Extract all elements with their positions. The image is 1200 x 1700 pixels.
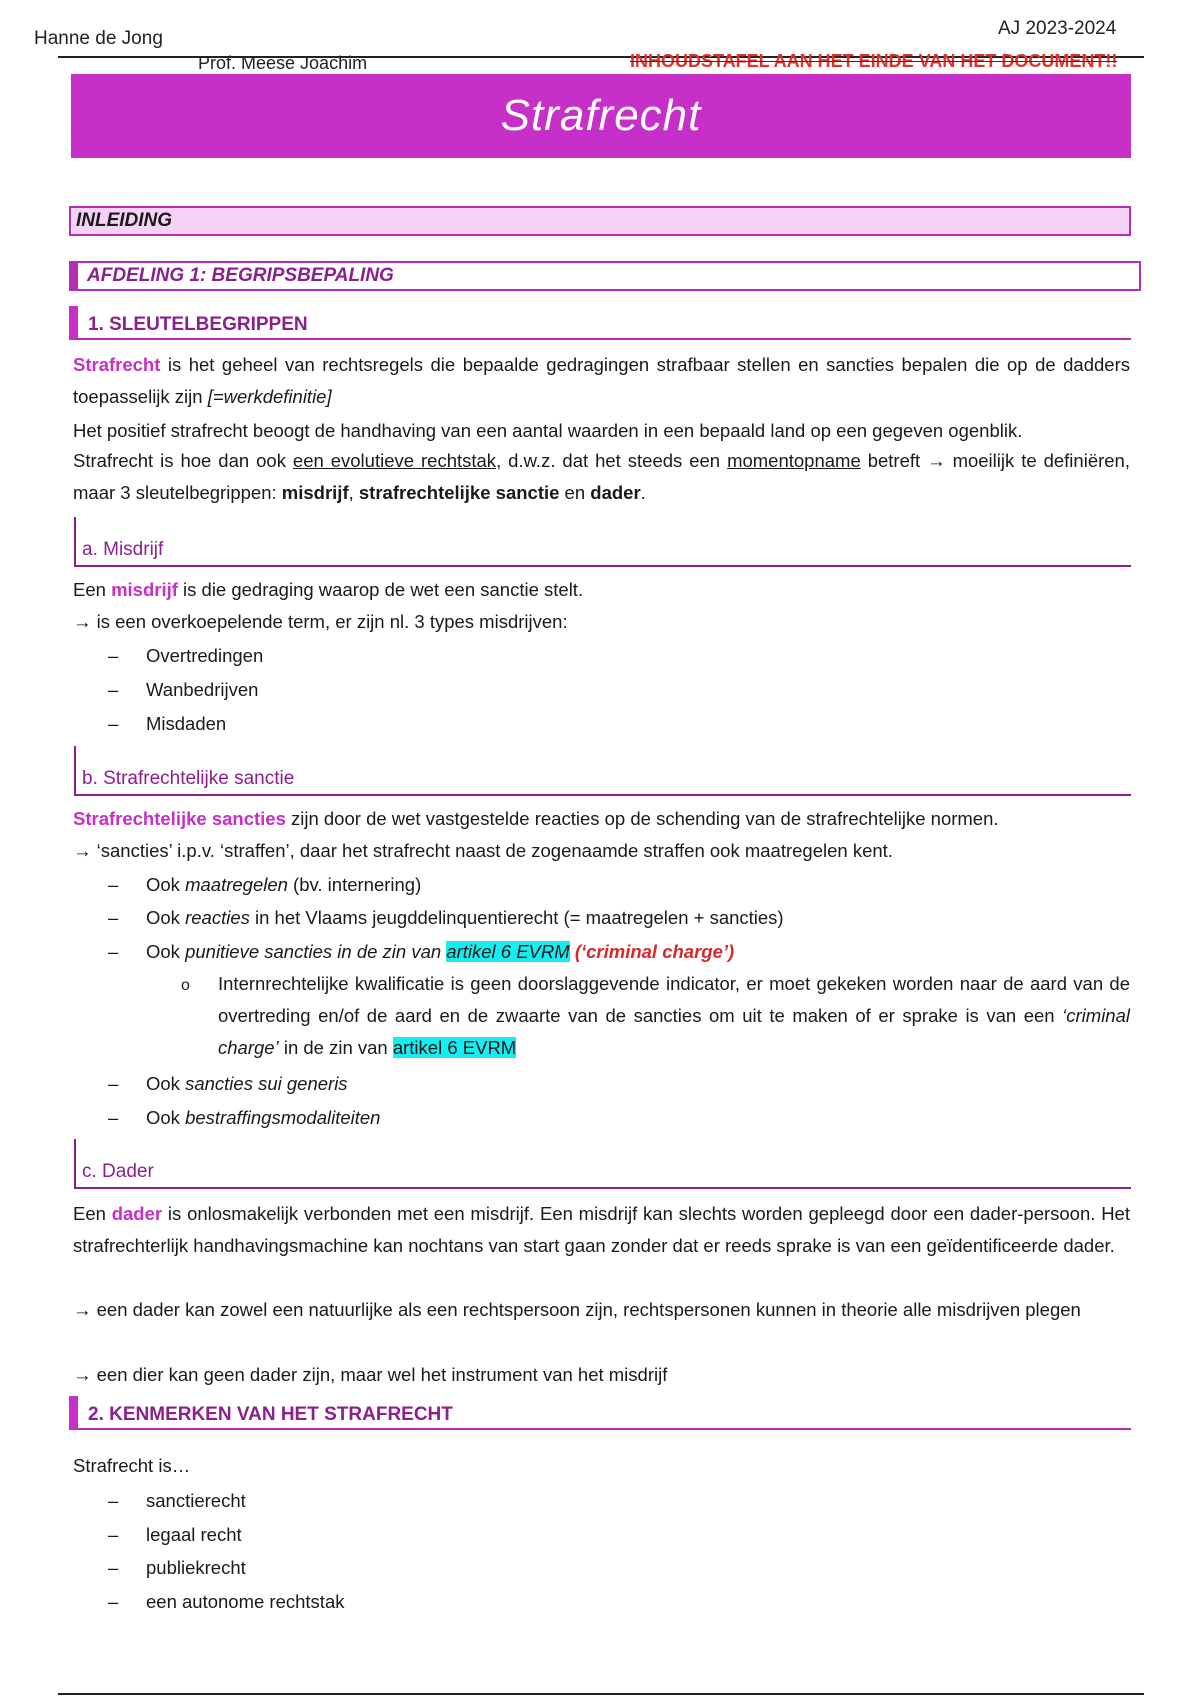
bullet-dash: – [108,907,119,928]
list-item [146,941,734,963]
dader-dier: → een dier kan geen dader zijn, maar wel het instrument van het misdrijf [73,1364,668,1385]
bullet-dash: – [108,941,119,962]
text: in de zin van [278,1037,393,1058]
list-item: een autonome rechtstak [146,1591,345,1612]
dader-rechtspersoon: → een dader kan zowel een natuurlijke als een rechtspersoon zijn, rechtspersonen kunnen in theorie alle misdrijven plegen [73,1299,1081,1320]
text: betreft → moeilijk te definiëren, maar 3 sleutelbegrippen: [73,450,1130,503]
heading-inleiding: INLEIDING [69,206,1131,236]
list-item: Wanbedrijven [146,679,259,700]
footer-rule [58,1693,1144,1695]
heading-sleutelbegrippen: 1. SLEUTELBEGRIPPEN [69,306,1131,340]
kenmerken-intro: Strafrecht is… [73,1455,191,1476]
sub-list-item [218,968,1130,1064]
heading-misdrijf: a. Misdrijf [74,517,1131,567]
list-item [146,907,784,929]
italic-term: maatregelen [185,874,288,895]
text: Ook [146,874,186,895]
text: zijn door de wet vastgestelde reacties op de schending van de strafrechtelijke normen. [285,808,999,829]
criminal-charge: (‘criminal charge’) [574,941,735,962]
bullet-dash: – [108,645,119,666]
document-title: Strafrecht [500,91,702,140]
key-misdrijf: misdrijf [281,482,349,503]
text: , [348,482,359,503]
bullet-dash: – [108,874,119,895]
sanctie-definition [73,808,999,830]
text: Een [73,579,112,600]
bullet-dash: – [108,1591,119,1612]
misdrijf-types-intro: → is een overkoepelende term, er zijn nl. 3 types misdrijven: [73,611,568,632]
underlined-evolutieve: een evolutieve rechtstak [292,450,497,471]
italic-term: reacties [185,907,250,928]
bullet-dash: – [108,1073,119,1094]
paragraph-evolutief [73,445,1130,509]
bullet-dash: – [108,1557,119,1578]
term-strafrecht: Strafrecht [73,354,161,375]
academic-year: AJ 2023-2024 [998,18,1117,39]
list-item: sanctierecht [146,1490,246,1511]
professor-name: Prof. Meese Joachim [198,53,368,73]
term-sancties: Strafrechtelijke sancties [73,808,286,829]
definition-text: is het geheel van rechtsregels die bepaalde gedragingen strafbaar stellen en sancties bepalen die op de dadders toepasselijk zijn [73,354,1130,407]
text: , d.w.z. dat het steeds een [496,450,728,471]
bullet-dash: – [108,1107,119,1128]
bullet-dash: – [108,1490,119,1511]
text: is onlosmakelijk verbonden met een misdrijf. Een misdrijf kan slechts worden gepleegd door een dader-persoon. Het strafrechterlijk handhavingsmachine kan nochtans van start gaan zonder dat er reeds sprake is van een geïdentificeerde dader. [73,1203,1130,1256]
dader-paragraph [73,1198,1130,1262]
list-item [146,1073,348,1095]
highlight-artikel-6: artikel 6 EVRM [446,941,570,962]
paragraph-positief: Het positief strafrecht beoogt de handhaving van een aantal waarden in een bepaald land op een gegeven ogenblik. [73,420,1023,441]
key-dader: dader [590,482,641,503]
italic-term: punitieve sancties in de zin van [185,941,447,962]
text: . [640,482,646,503]
italic-term: ‘criminal charge’ [218,1005,1130,1058]
toc-warning: INHOUDSTAFEL AAN HET EINDE VAN HET DOCUMENT!! [630,51,1118,71]
text: Ook [146,1107,186,1128]
list-item: Overtredingen [146,645,264,666]
list-item [146,874,421,896]
text: (bv. internering) [287,874,422,895]
highlight-artikel-6: artikel 6 EVRM [392,1037,517,1058]
underlined-momentopname: momentopname [727,450,861,471]
sanctie-note: → ‘sancties’ i.p.v. ‘straffen’, daar het strafrecht naast de zogenaamde straffen ook maatregelen kent. [73,840,893,861]
text: en [559,482,591,503]
paragraph-definition [73,349,1130,413]
definition-note: [=werkdefinitie] [207,386,332,407]
author-name: Hanne de Jong [34,28,163,49]
list-item [146,1107,380,1129]
heading-dader: c. Dader [74,1139,1131,1189]
list-item: publiekrecht [146,1557,246,1578]
term-misdrijf: misdrijf [111,579,178,600]
text: in het Vlaams jeugddelinquentierecht (= maatregelen + sancties) [249,907,784,928]
bullet-dash: – [108,1524,119,1545]
italic-term: bestraffingsmodaliteiten [185,1107,381,1128]
heading-sanctie: b. Strafrechtelijke sanctie [74,746,1131,796]
misdrijf-definition [73,579,583,601]
heading-kenmerken: 2. KENMERKEN VAN HET STRAFRECHT [69,1396,1131,1430]
text: Ook [146,907,186,928]
term-dader: dader [111,1203,163,1224]
bullet-dash: – [108,679,119,700]
title-banner [71,74,1131,158]
key-sanctie: strafrechtelijke sanctie [358,482,560,503]
bullet-dash: – [108,713,119,734]
text: Ook [146,941,186,962]
heading-afdeling: AFDELING 1: BEGRIPSBEPALING [69,261,1141,291]
italic-term: sancties sui generis [185,1073,348,1094]
text: is die gedraging waarop de wet een sanctie stelt. [177,579,584,600]
sub-bullet: o [181,977,190,994]
text: Ook [146,1073,186,1094]
list-item: Misdaden [146,713,227,734]
list-item: legaal recht [146,1524,242,1545]
text: Internrechtelijke kwalificatie is geen doorslaggevende indicator, er moet gekeken worden naar de aard van de overtreding en/of de aard en de zwaarte van de sancties om uit te maken of er sprake is van een [218,973,1130,1026]
text: Strafrecht is hoe dan ook [73,450,293,471]
text: Een [73,1203,112,1224]
